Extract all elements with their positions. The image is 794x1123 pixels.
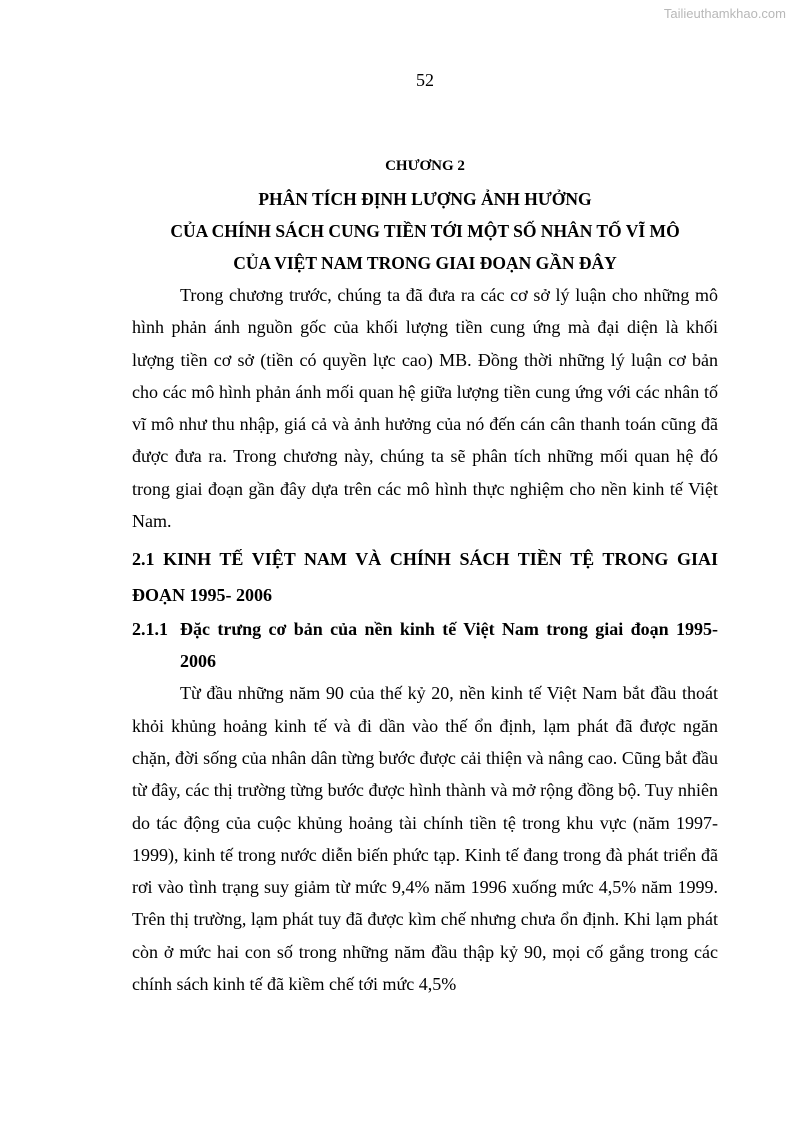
intro-paragraph: Trong chương trước, chúng ta đã đưa ra các cơ sở lý luận cho những mô hình phản ánh nguồn gốc của khối lượng tiền cung ứng mà đại diện là khối lượng tiền cơ sở (tiền có quyền lực cao) MB. Đồng thời những lý luận cơ bản cho các mô hình phản ánh mối quan hệ giữa lượng tiền cung ứng với các nhân tố vĩ mô như thu nhập, giá cả và ảnh hưởng của nó đến cán cân thanh toán cũng đã được đưa ra. Trong chương này, chúng ta sẽ phân tích những mối quan hệ đó trong giai đoạn gần đây dựa trên các mô hình thực nghiệm cho nền kinh tế Việt Nam. <box>132 285 718 532</box>
page-number: 52 <box>416 70 434 90</box>
chapter-title-line-2: CỦA CHÍNH SÁCH CUNG TIỀN TỚI MỘT SỐ NHÂN TỐ VĨ MÔ <box>170 221 680 241</box>
chapter-title-line-3: CỦA VIỆT NAM TRONG GIAI ĐOẠN GẦN ĐÂY <box>233 253 617 273</box>
watermark: Tailieuthamkhao.com <box>663 6 786 21</box>
subsection-number: 2.1.1 <box>132 619 168 640</box>
subsection-title: Đặc trưng cơ bản của nền kinh tế Việt Nam trong giai đoạn 1995- 2006 <box>180 619 718 672</box>
body-paragraph: Từ đầu những năm 90 của thế kỷ 20, nền kinh tế Việt Nam bắt đầu thoát khỏi khủng hoảng kinh tế và đi dần vào thế ổn định, lạm phát đã được ngăn chặn, đời sống của nhân dân từng bước được cải thiện và nâng cao. Cũng bắt đầu từ đây, các thị trường từng bước được hình thành và mở rộng đồng bộ. Tuy nhiên do tác động của cuộc khủng hoảng tài chính tiền tệ trong khu vực (năm 1997- 1999), kinh tế trong nước diễn biến phức tạp. Kinh tế đang trong đà phát triển đã rơi vào tình trạng suy giảm từ mức 9,4% năm 1996 xuống mức 4,5% năm 1999. Trên thị trường, lạm phát tuy đã được kìm chế nhưng chưa ổn định. Khi lạm phát còn ở mức hai con số trong những năm đầu thập kỷ 90, mọi cố gắng trong các chính sách kinh tế đã kiềm chế tới mức 4,5% <box>132 683 718 995</box>
subsection-heading <box>132 613 718 677</box>
document-body <box>132 155 718 1000</box>
chapter-title-line-1: PHÂN TÍCH ĐỊNH LƯỢNG ẢNH HƯỞNG <box>258 189 592 209</box>
section-heading: 2.1 KINH TẾ VIỆT NAM VÀ CHÍNH SÁCH TIỀN TỆ TRONG GIAI ĐOẠN 1995- 2006 <box>132 549 718 606</box>
chapter-label: CHƯƠNG 2 <box>385 158 465 174</box>
